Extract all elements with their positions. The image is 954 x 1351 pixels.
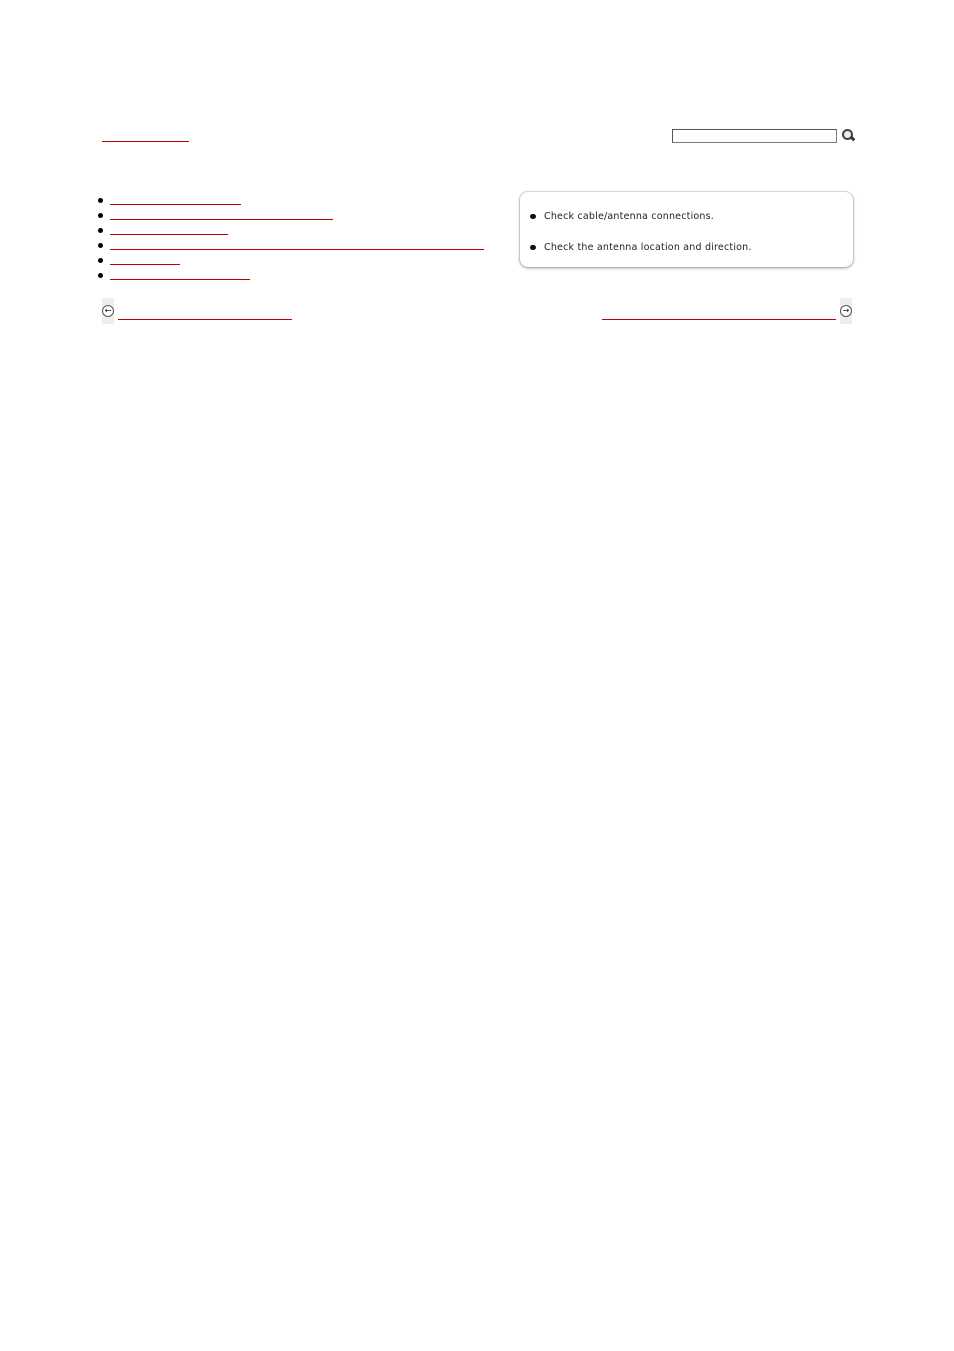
list-item	[96, 268, 484, 283]
list-item	[96, 253, 484, 268]
check-item-text: Check the antenna location and direction.	[544, 242, 752, 253]
topic-link-list	[96, 193, 484, 283]
topic-link[interactable]	[110, 223, 228, 235]
previous-page-link[interactable]	[102, 298, 292, 324]
bullet-icon	[98, 258, 103, 263]
list-item	[96, 193, 484, 208]
bullet-icon	[98, 213, 103, 218]
bullet-icon	[98, 243, 103, 248]
topic-link[interactable]	[110, 268, 250, 280]
topic-link[interactable]	[110, 238, 484, 250]
arrow-left-icon: ←	[102, 305, 114, 317]
check-item-text: Check cable/antenna connections.	[544, 211, 715, 222]
check-panel	[520, 192, 853, 267]
bullet-icon	[530, 214, 536, 219]
previous-tab[interactable]	[102, 298, 114, 324]
search-input[interactable]	[672, 129, 837, 143]
next-page-link[interactable]	[602, 298, 852, 324]
next-page-label[interactable]	[602, 302, 836, 320]
arrow-right-icon: →	[840, 305, 852, 317]
search-button[interactable]	[840, 128, 856, 144]
list-item	[96, 238, 484, 253]
next-tab[interactable]	[840, 298, 852, 324]
bullet-icon	[98, 228, 103, 233]
list-item	[96, 208, 484, 223]
bullet-icon	[98, 198, 103, 203]
list-item	[96, 223, 484, 238]
search-bar	[672, 128, 856, 144]
topic-link[interactable]	[110, 193, 241, 205]
check-item	[530, 242, 752, 253]
topic-link[interactable]	[110, 208, 333, 220]
topic-link[interactable]	[110, 253, 180, 265]
previous-page-label[interactable]	[118, 302, 292, 320]
bullet-icon	[98, 273, 103, 278]
top-link[interactable]	[102, 128, 189, 142]
bullet-icon	[530, 245, 536, 250]
check-item	[530, 211, 714, 222]
